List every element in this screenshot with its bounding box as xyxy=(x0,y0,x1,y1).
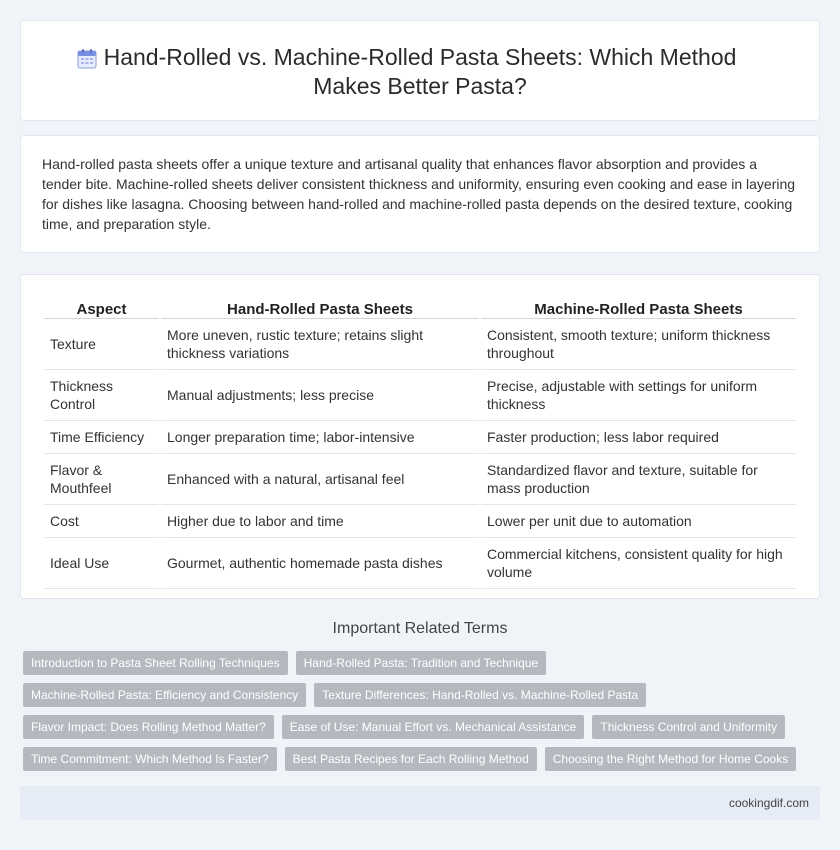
machine-rolled-cell: Consistent, smooth texture; uniform thickness throughout xyxy=(481,319,796,370)
intro-paragraph: Hand-rolled pasta sheets offer a unique texture and artisanal quality that enhances flavor absorption and provides a tender bite. Machine-rolled sheets deliver consistent thickness and uniformity, ensuring even cooking and ease in layering for dishes like lasagna. Choosing between hand-rolled and machine-rolled pasta depends on the desired texture, cooking time, and preparation style. xyxy=(42,156,796,232)
related-term-tag[interactable]: Choosing the Right Method for Home Cooks xyxy=(545,747,796,771)
related-term-tag[interactable]: Thickness Control and Uniformity xyxy=(592,715,785,739)
aspect-cell: Flavor & Mouthfeel xyxy=(44,454,159,505)
related-term-tag[interactable]: Texture Differences: Hand-Rolled vs. Machine-Rolled Pasta xyxy=(314,683,646,707)
aspect-cell: Ideal Use xyxy=(44,538,159,589)
footer-site-link[interactable]: cookingdif.com xyxy=(728,796,809,810)
table-row xyxy=(44,421,796,454)
comparison-card xyxy=(20,274,820,599)
machine-rolled-cell: Precise, adjustable with settings for uniform thickness xyxy=(481,370,796,421)
table-row xyxy=(44,370,796,421)
related-term-tag[interactable]: Hand-Rolled Pasta: Tradition and Technique xyxy=(296,651,547,675)
comparison-table xyxy=(42,295,798,589)
header-aspect: Aspect xyxy=(44,295,159,319)
title-card xyxy=(20,20,820,121)
intro-card xyxy=(20,135,820,253)
related-term-tag[interactable]: Flavor Impact: Does Rolling Method Matter? xyxy=(23,715,274,739)
machine-rolled-cell: Commercial kitchens, consistent quality for high volume xyxy=(481,538,796,589)
table-row xyxy=(44,319,796,370)
table-row xyxy=(44,538,796,589)
related-term-tag[interactable]: Time Commitment: Which Method Is Faster? xyxy=(23,747,277,771)
table-row xyxy=(44,454,796,505)
hand-rolled-cell: Higher due to labor and time xyxy=(161,505,479,538)
aspect-cell: Texture xyxy=(44,319,159,370)
hand-rolled-cell: Longer preparation time; labor-intensive xyxy=(161,421,479,454)
related-term-tag[interactable]: Machine-Rolled Pasta: Efficiency and Consistency xyxy=(23,683,306,707)
aspect-cell: Cost xyxy=(44,505,159,538)
aspect-cell: Thickness Control xyxy=(44,370,159,421)
machine-rolled-cell: Faster production; less labor required xyxy=(481,421,796,454)
related-term-tag[interactable]: Introduction to Pasta Sheet Rolling Techniques xyxy=(23,651,288,675)
table-header-row xyxy=(44,295,796,319)
related-term-tag[interactable]: Best Pasta Recipes for Each Rolling Method xyxy=(285,747,537,771)
aspect-cell: Time Efficiency xyxy=(44,421,159,454)
machine-rolled-cell: Standardized flavor and texture, suitable for mass production xyxy=(481,454,796,505)
hand-rolled-cell: More uneven, rustic texture; retains slight thickness variations xyxy=(161,319,479,370)
footer xyxy=(20,786,820,820)
hand-rolled-cell: Gourmet, authentic homemade pasta dishes xyxy=(161,538,479,589)
hand-rolled-cell: Manual adjustments; less precise xyxy=(161,370,479,421)
table-row xyxy=(44,505,796,538)
header-machine-rolled: Machine-Rolled Pasta Sheets xyxy=(481,295,796,319)
related-term-tag[interactable]: Ease of Use: Manual Effort vs. Mechanical Assistance xyxy=(282,715,585,739)
hand-rolled-cell: Enhanced with a natural, artisanal feel xyxy=(161,454,479,505)
machine-rolled-cell: Lower per unit due to automation xyxy=(481,505,796,538)
page-title: Hand-Rolled vs. Machine-Rolled Pasta Sheets: Which Method Makes Better Pasta? xyxy=(103,44,737,99)
header-hand-rolled: Hand-Rolled Pasta Sheets xyxy=(161,295,479,319)
related-terms-list xyxy=(23,651,803,771)
related-terms-title: Important Related Terms xyxy=(332,620,508,637)
